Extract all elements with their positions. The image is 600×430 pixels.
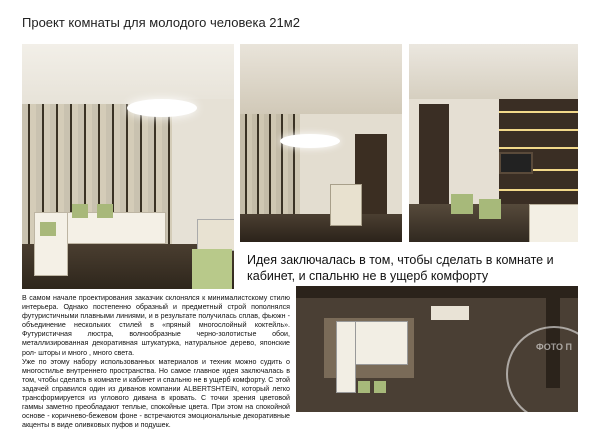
render-room-sofa bbox=[22, 44, 234, 289]
ceiling-lamp bbox=[127, 99, 197, 117]
paragraph: В самом начале проектирования заказчик склонялся к минималистскому стилю интерьера. Однако постепенно образный и предметный строй пополнялся футуристичными плавными линиями, и в результате получилась сплав, фьюжн - объединение нескольких стилей в «пряный многослойный коктейль». Футуристичная люстра, волнообразные черно-золотистые обои, металлизированная декоративная штукатурка, натуральное дерево, японские рол- шторы и много , много света. bbox=[22, 294, 290, 357]
render-room-shelving bbox=[409, 44, 578, 242]
olive-pouf bbox=[451, 194, 473, 214]
idea-caption: Идея заключалась в том, чтобы сделать в комнате и кабинет, и спальню не в ущерб комфорту bbox=[247, 253, 554, 283]
floor-plan-render bbox=[296, 286, 578, 412]
watermark-stamp: ФОТО П bbox=[506, 326, 578, 412]
tv bbox=[499, 152, 533, 174]
page-title: Проект комнаты для молодого человека 21м2 bbox=[22, 15, 300, 30]
olive-pouf bbox=[192, 249, 232, 289]
ceiling-lamp bbox=[280, 134, 340, 148]
description-text bbox=[22, 294, 290, 430]
paragraph: Уже по этому набору использованных материалов и техник можно судить о многостилье внутреннего пространства. Но самое главное идея заключалась в том, чтобы сделать в комнате и кабинет и спальню не в ущерб комфорту. С этой задачей справился один из диванов компании ALBERTSHTEIN, который легко трансформируется из углового дивана в кровать. С точки зрения цветовой гаммы заметно преобладают теплые, спокойные цвета. При этом на спокойной основе - коричнево-бежевом фоне - встречаются эмоциональные декоративные акценты в виде оливковых пуфов и подушек. bbox=[22, 357, 290, 430]
render-room-work-area bbox=[240, 44, 402, 242]
